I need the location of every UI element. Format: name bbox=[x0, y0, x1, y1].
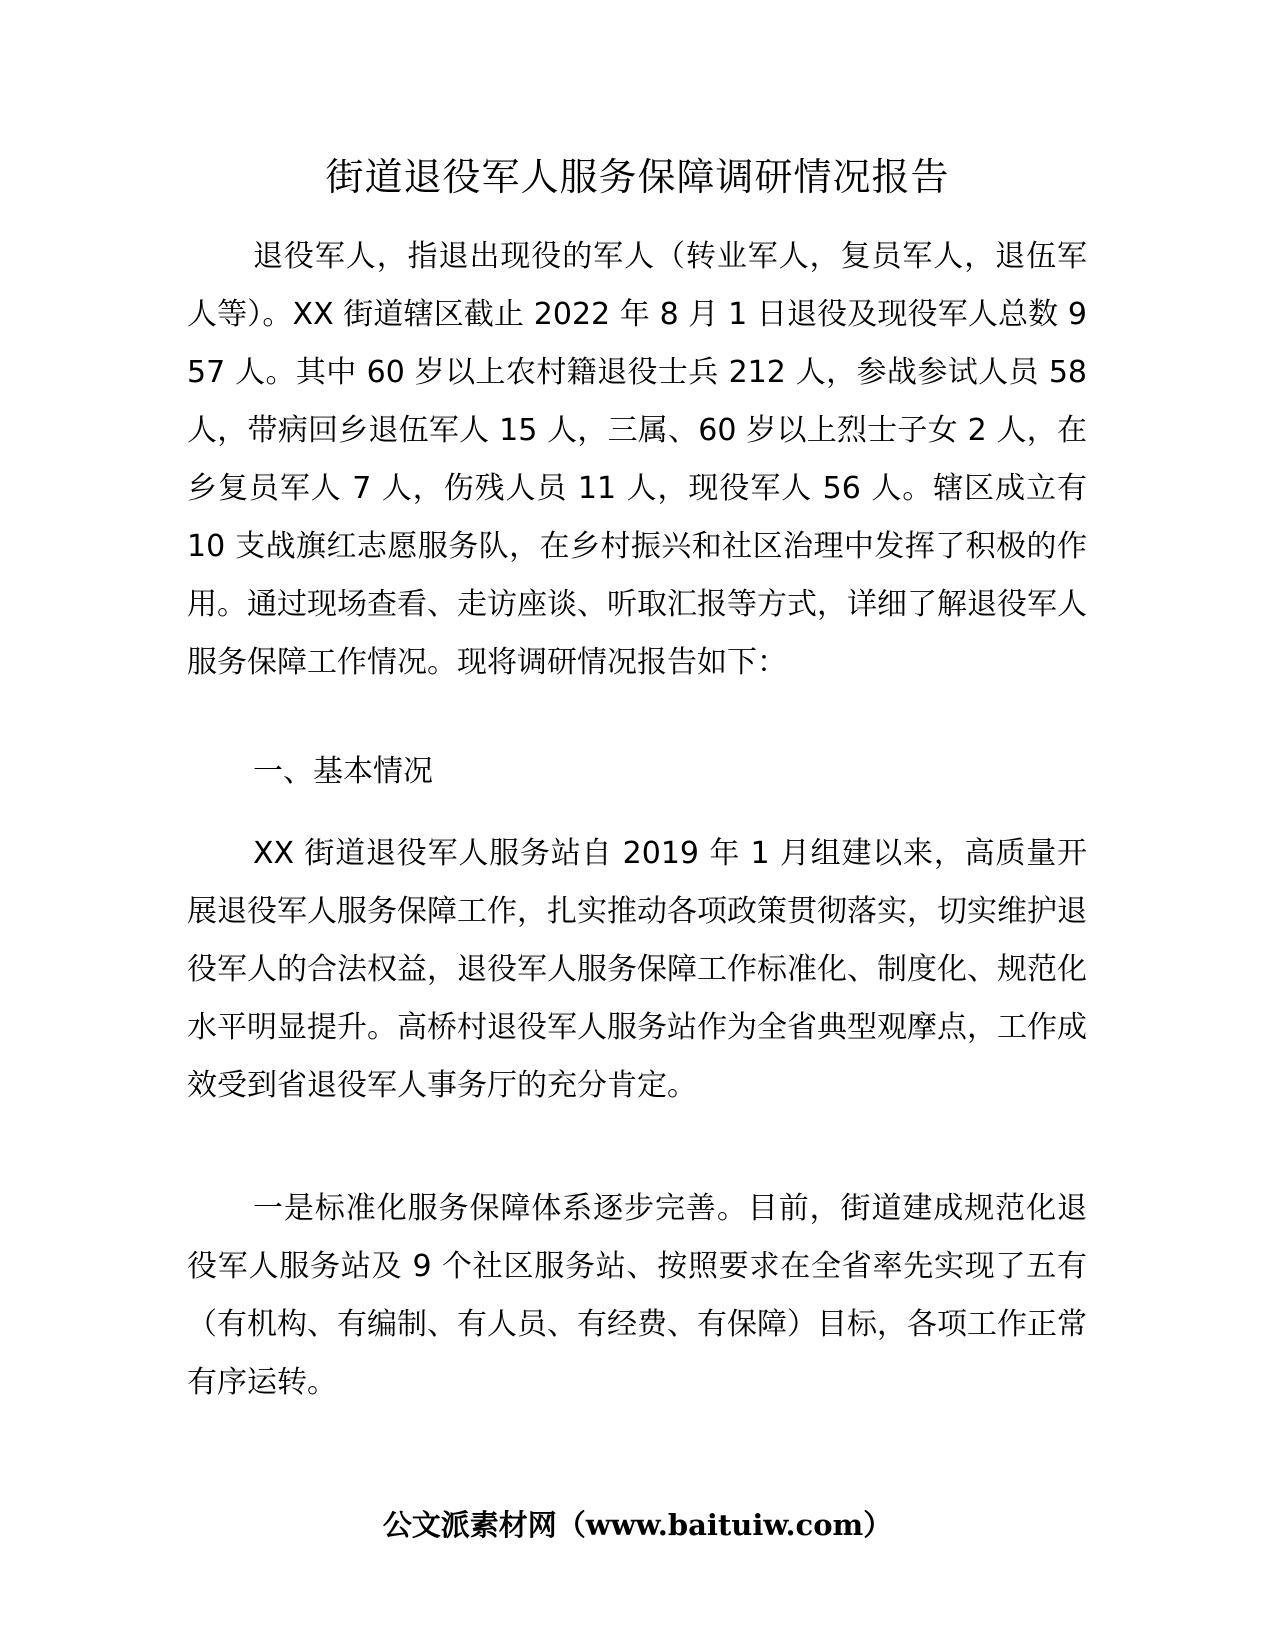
paragraph-standardization: 一是标准化服务保障体系逐步完善。目前，街道建成规范化退役军人服务站及 9 个社区服务站、按照要求在全省率先实现了五有（有机构、有编制、有人员、有经费、有保障）目标，各项工作正常有序运转。 bbox=[187, 1191, 1087, 1400]
paragraph-basic-situation: XX 街道退役军人服务站自 2019 年 1 月组建以来，高质量开展退役军人服务保障工作，扎实推动各项政策贯彻落实，切实维护退役军人的合法权益，退役军人服务保障工作标准化、制度化、规范化水平明显提升。高桥村退役军人服务站作为全省典型观摩点，工作成效受到省退役军人事务厅的充分肯定。 bbox=[187, 836, 1087, 1103]
document-title: 街道退役军人服务保障调研情况报告 bbox=[325, 155, 950, 199]
footer-watermark-text: 公文派素材网（www.baituiw.com） bbox=[382, 1508, 893, 1542]
paragraph-intro: 退役军人，指退出现役的军人（转业军人，复员军人，退伍军人等）。XX 街道辖区截止 2022 年 8 月 1 日退役及现役军人总数 957 人。其中 60 岁以上农村籍退役士兵 212 人，参战参试人员 58 人，带病回乡退伍军人 15 人，三属、60 岁以上烈士子女 2 人，在乡复员军人 7 人，伤残人员 11 人，现役军人 56 人。辖区成立有 10 支战旗红志愿服务队，在乡村振兴和社区治理中发挥了积极的作用。通过现场查看、走访座谈、听取汇报等方式，详细了解退役军人服务保障工作情况。现将调研情况报告如下： bbox=[187, 239, 1087, 680]
section-heading: 一、基本情况 bbox=[253, 754, 433, 789]
